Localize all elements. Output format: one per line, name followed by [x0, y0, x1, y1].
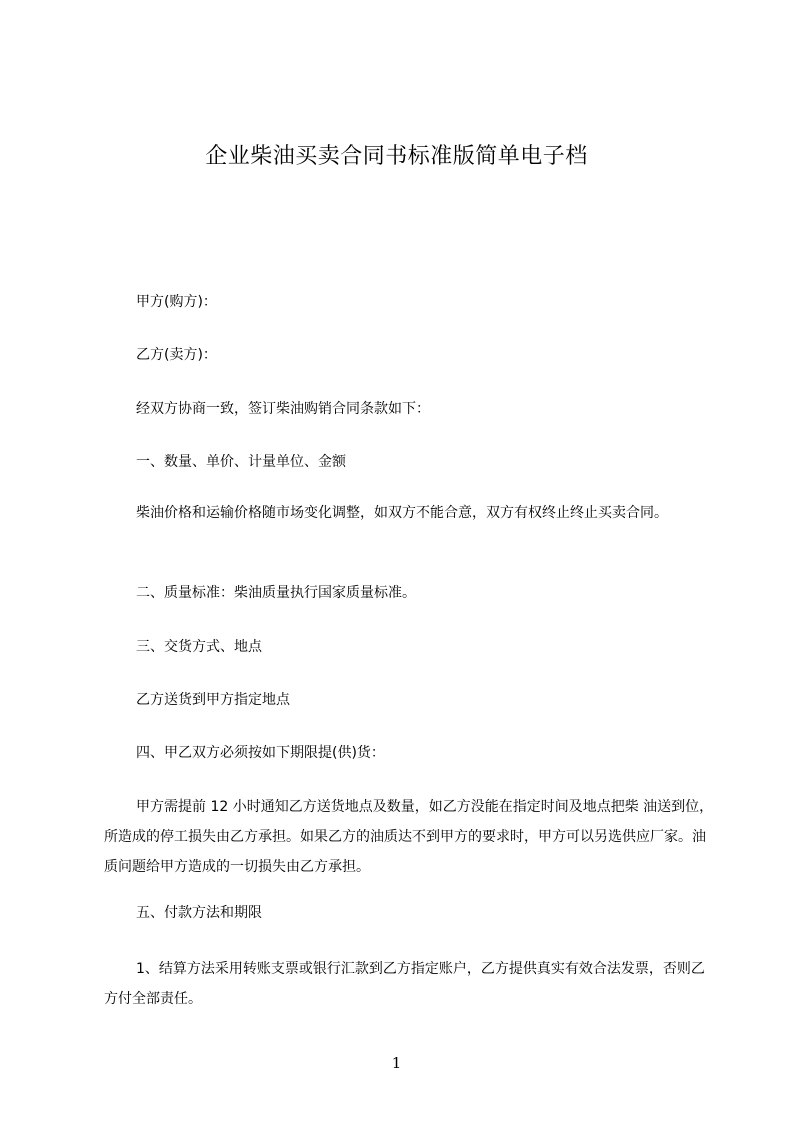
section-3-body: 乙方送货到甲方指定地点 [136, 692, 290, 708]
section-4-heading: 四、甲乙双方必须按如下期限提(供)货： [136, 745, 385, 761]
page-number: 1 [391, 1054, 402, 1072]
section-1-body: 柴油价格和运输价格随市场变化调整，如双方不能合意，双方有权终止终止买卖合同。 [136, 505, 668, 521]
section-3-heading: 三、交货方式、地点 [136, 639, 262, 655]
section-2-paragraph: 二、质量标准：柴油质量执行国家质量标准。 [136, 585, 416, 601]
intro-paragraph: 经双方协商一致，签订柴油购销合同条款如下： [136, 401, 430, 417]
section-5-heading: 五、付款方法和期限 [136, 905, 262, 921]
section-1-heading: 一、数量、单价、计量单位、金额 [136, 454, 346, 470]
party-a-line: 甲方(购方)： [136, 294, 217, 310]
section-4-body: 甲方需提前 12 小时通知乙方送货地点及数量，如乙方没能在指定时间及地点把柴 油送到位，所造成的停工损失由乙方承担。如果乙方的油质达不到甲方的要求时，甲方可以另选供应厂家。油质问题给甲方造成的一切损失由乙方承担。 [104, 799, 714, 875]
party-b-line: 乙方(卖方)： [136, 347, 217, 363]
section-5-item-1: 1、结算方法采用转账支票或银行汇款到乙方指定账户，乙方提供真实有效合法发票，否则乙方付全部责任。 [104, 961, 705, 1007]
document-title: 企业柴油买卖合同书标准版简单电子档 [205, 144, 588, 169]
